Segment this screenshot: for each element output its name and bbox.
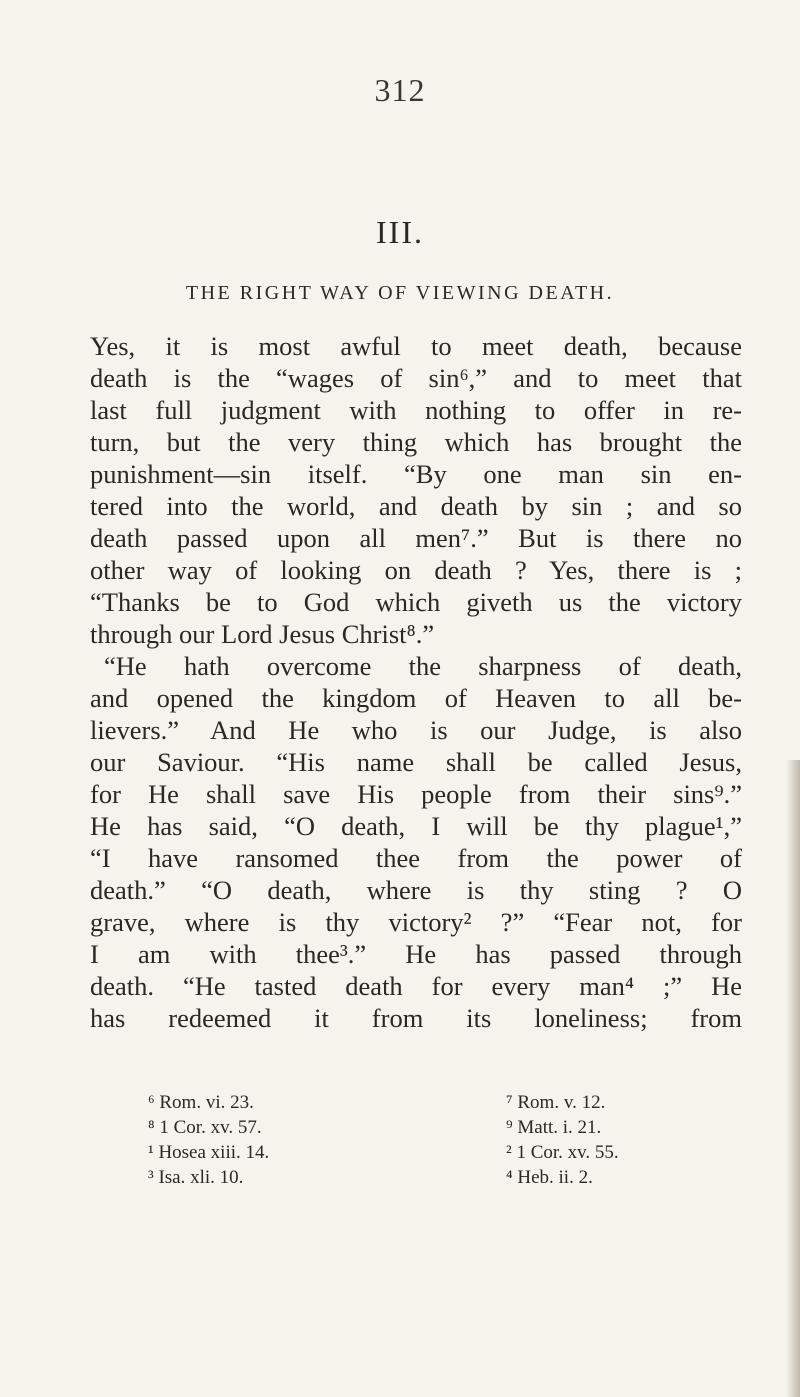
footnote: ² 1 Cor. xv. 55. (506, 1142, 619, 1163)
footnote: ¹ Hosea xiii. 14. (148, 1142, 270, 1163)
text-line: Yes, it is most awful to meet death, because (90, 331, 742, 361)
text-line: through our Lord Jesus Christ⁸.” (90, 619, 435, 649)
footnote: ⁶ Rom. vi. 23. (148, 1092, 254, 1113)
text-line: “I have ransomed thee from the power of (90, 843, 742, 873)
text-line: death is the “wages of sin⁶,” and to meet that (90, 363, 742, 393)
text-line: “Thanks be to God which giveth us the victory (90, 587, 742, 617)
text-line: punishment—sin itself. “By one man sin en- (90, 459, 742, 489)
text-line: death.” “O death, where is thy sting ? O (90, 875, 742, 905)
chapter-number: III. (376, 214, 424, 250)
text-line: our Saviour. “His name shall be called Jesus, (90, 747, 742, 777)
text-line: grave, where is thy victory² ?” “Fear not, for (90, 907, 742, 937)
text-line: last full judgment with nothing to offer in re- (90, 395, 742, 425)
text-line: He has said, “O death, I will be thy plague¹,” (90, 811, 742, 841)
chapter-title: THE RIGHT WAY OF VIEWING DEATH. (185, 282, 615, 304)
footnote: ⁷ Rom. v. 12. (506, 1092, 606, 1113)
text-line: has redeemed it from its loneliness; from (90, 1003, 742, 1033)
text-line: death. “He tasted death for every man⁴ ;” He (90, 971, 742, 1001)
text-line: tered into the world, and death by sin ; and so (90, 491, 742, 521)
body-text (90, 330, 742, 1034)
text-line: other way of looking on death ? Yes, there is ; (90, 555, 742, 585)
footnote: ⁸ 1 Cor. xv. 57. (148, 1117, 262, 1138)
text-line: for He shall save His people from their sins⁹.” (90, 779, 742, 809)
text-line: death passed upon all men⁷.” But is there no (90, 523, 742, 553)
text-line: lievers.” And He who is our Judge, is also (90, 715, 742, 745)
footnotes-right-column (506, 1090, 619, 1190)
text-line: I am with thee³.” He has passed through (90, 939, 742, 969)
footnote: ³ Isa. xli. 10. (148, 1167, 244, 1188)
text-line: turn, but the very thing which has brought the (90, 427, 742, 457)
page-number: 312 (374, 72, 426, 108)
text-line: “He hath overcome the sharpness of death, (104, 651, 742, 681)
footnote: ⁴ Heb. ii. 2. (506, 1167, 593, 1188)
footnote: ⁹ Matt. i. 21. (506, 1117, 602, 1138)
text-line: and opened the kingdom of Heaven to all be- (90, 683, 742, 713)
page-edge-shadow (786, 760, 800, 1397)
footnotes-left-column (148, 1090, 269, 1190)
